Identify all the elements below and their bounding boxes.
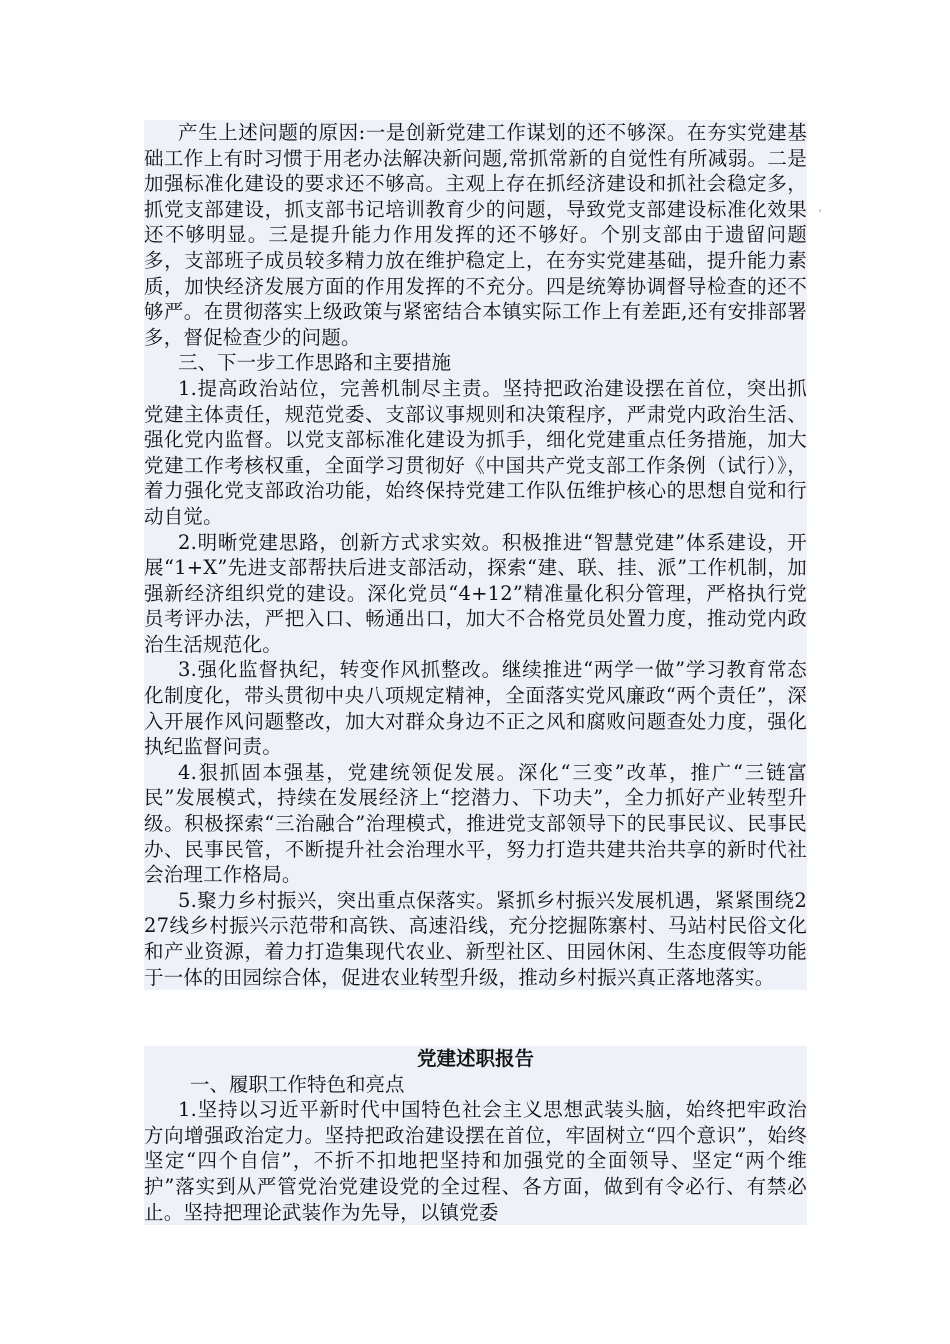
margin-mark: , bbox=[818, 199, 823, 215]
measure-paragraph-1: 1.提高政治站位，完善机制尽主责。坚持把政治建设摆在首位，突出抓党建主体责任，规范党委、支部议事规则和决策程序，严肃党内政治生活、强化党内监督。以党支部标准化建设为抓手，细化党建重点任务措施，加大党建工作考核权重，全面学习贯彻好《中国共产党支部工作条例（试行）》，着力强化党支部政治功能，始终保持党建工作队伍维护核心的思想自觉和行动自觉。 bbox=[144, 376, 807, 528]
measure-paragraph-2: 2.明晰党建思路，创新方式求实效。积极推进“智慧党建”体系建设，开展“1+X”先进支部帮扶后进支部活动，探索“建、联、挂、派”工作机制，加强新经济组织党的建设。深化党员“4+12”精准量化积分管理，严格执行党员考评办法，严把入口、畅通出口，加大不合格党员处置力度，推动党内政治生活规范化。 bbox=[144, 530, 807, 656]
measure-paragraph-4: 4.狠抓固本强基，党建统领促发展。深化“三变”改革，推广“三链富民”发展模式，持续在发展经济上“挖潜力、下功夫”，全力抓好产业转型升级。积极探索“三治融合”治理模式，推进党支部领导下的民事民议、民事民办、民事民管，不断提升社会治理水平，努力打造共建共治共享的新时代社会治理工作格局。 bbox=[144, 760, 807, 887]
document-section-causes-and-measures bbox=[144, 120, 807, 990]
section-heading-next-steps: 三、下一步工作思路和主要措施 bbox=[178, 351, 452, 375]
measure-paragraph-3: 3.强化监督执纪，转变作风抓整改。继续推进“两学一做”学习教育常态化制度化，带头贯彻中央八项规定精神，全面落实党风廉政“两个责任”，深入开展作风问题整改，加大对群众身边不正之风和腐败问题查处力度，强化执纪监督问责。 bbox=[144, 658, 807, 759]
report-paragraph-1: 1.坚持以习近平新时代中国特色社会主义思想武装头脑，始终把牢政治方向增强政治定力。坚持把政治建设摆在首位，牢固树立“四个意识”，始终坚定“四个自信”，不折不扣地把坚持和加强党的全面领导、坚定“两个维护”落实到从严管党治党建设党的全过程、各方面，做到有令必行、有禁必止。坚持把理论武装作为先导，以镇党委 bbox=[144, 1098, 807, 1224]
document-section-report bbox=[144, 1046, 807, 1225]
report-subheading: 一、履职工作特色和亮点 bbox=[190, 1072, 405, 1096]
report-title: 党建述职报告 bbox=[416, 1047, 534, 1070]
measure-paragraph-5: 5.聚力乡村振兴，突出重点保落实。紧抓乡村振兴发展机遇，紧紧围绕227线乡村振兴示范带和高铁、高速沿线，充分挖掘陈寨村、马站村民俗文化和产业资源，着力打造集现代农业、新型社区、田园休闲、生态度假等功能于一体的田园综合体，促进农业转型升级，推动乡村振兴真正落地落实。 bbox=[144, 888, 807, 989]
causes-paragraph: 产生上述问题的原因:一是创新党建工作谋划的还不够深。在夯实党建基础工作上有时习惯于用老办法解决新问题,常抓常新的自觉性有所减弱。二是加强标准化建设的要求还不够高。主观上存在抓经济建设和抓社会稳定多，抓党支部建设，抓支部书记培训教育少的问题，导致党支部建设标准化效果还不够明显。三是提升能力作用发挥的还不够好。个别支部由于遗留问题多，支部班子成员较多精力放在维护稳定上，在夯实党建基础，提升能力素质，加快经济发展方面的作用发挥的不充分。四是统筹协调督导检查的还不够严。在贯彻落实上级政策与紧密结合本镇实际工作上有差距,还有安排部署多，督促检查少的问题。 bbox=[144, 121, 807, 349]
